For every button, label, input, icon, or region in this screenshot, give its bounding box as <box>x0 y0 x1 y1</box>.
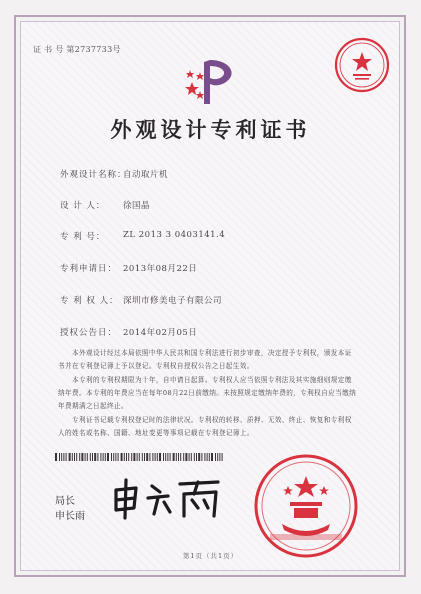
field-label-designer: 设 计 人： <box>60 201 106 211</box>
certificate-title: 外观设计专利证书 <box>110 118 311 142</box>
paragraph-term-and-fees: 本专利的专利权期限为十年，自申请日起算。专利权人应当依照专利法及其实施细则规定缴纳年费。本专利的年费应当在每年08月22日前缴纳。未按照规定缴纳年费的，专利权自应当缴纳年费期满之日起终止。 <box>58 376 357 410</box>
official-seal-top <box>333 36 391 94</box>
field-value-design-name: 自动取片机 <box>123 170 169 180</box>
field-value-application-date: 2013年08月22日 <box>123 264 198 274</box>
paragraph-grant-statement: 本外观设计经过本局依照中华人民共和国专利法进行初步审查，决定授予专利权，颁发本证书并在专利登记簿上予以登记。专利权自授权公告之日起生效。 <box>58 349 352 370</box>
field-label-design-name: 外观设计名称： <box>60 170 127 180</box>
director-handwritten-signature <box>108 476 228 520</box>
field-label-patent-number: 专 利 号： <box>60 232 106 242</box>
field-label-grant-date: 授权公告日： <box>60 328 118 338</box>
field-value-grant-date: 2014年02月05日 <box>123 328 198 338</box>
barcode <box>55 453 225 461</box>
field-label-patentee: 专 利 权 人： <box>60 296 119 306</box>
field-value-patent-number: ZL 2013 3 0403141.4 <box>123 230 226 240</box>
director-title-label: 局长 <box>55 496 75 507</box>
field-value-designer: 徐国晶 <box>123 201 151 211</box>
paragraph-legal-status: 专利证书记载专利权登记时的法律状况。专利权的转移、质押、无效、终止、恢复和专利权人的姓名或名称、国籍、地址变更等事项记载在专利登记簿上。 <box>58 416 352 437</box>
patent-office-logo <box>180 56 244 108</box>
page-footer: 第1页（共1页） <box>182 552 239 560</box>
field-label-application-date: 专利申请日： <box>60 264 118 274</box>
certificate-number: 证 书 号 第2737733号 <box>33 45 121 54</box>
director-name-label: 申长雨 <box>55 511 85 522</box>
field-value-patentee: 深圳市修美电子有限公司 <box>123 296 223 306</box>
official-seal-bottom <box>252 452 360 560</box>
